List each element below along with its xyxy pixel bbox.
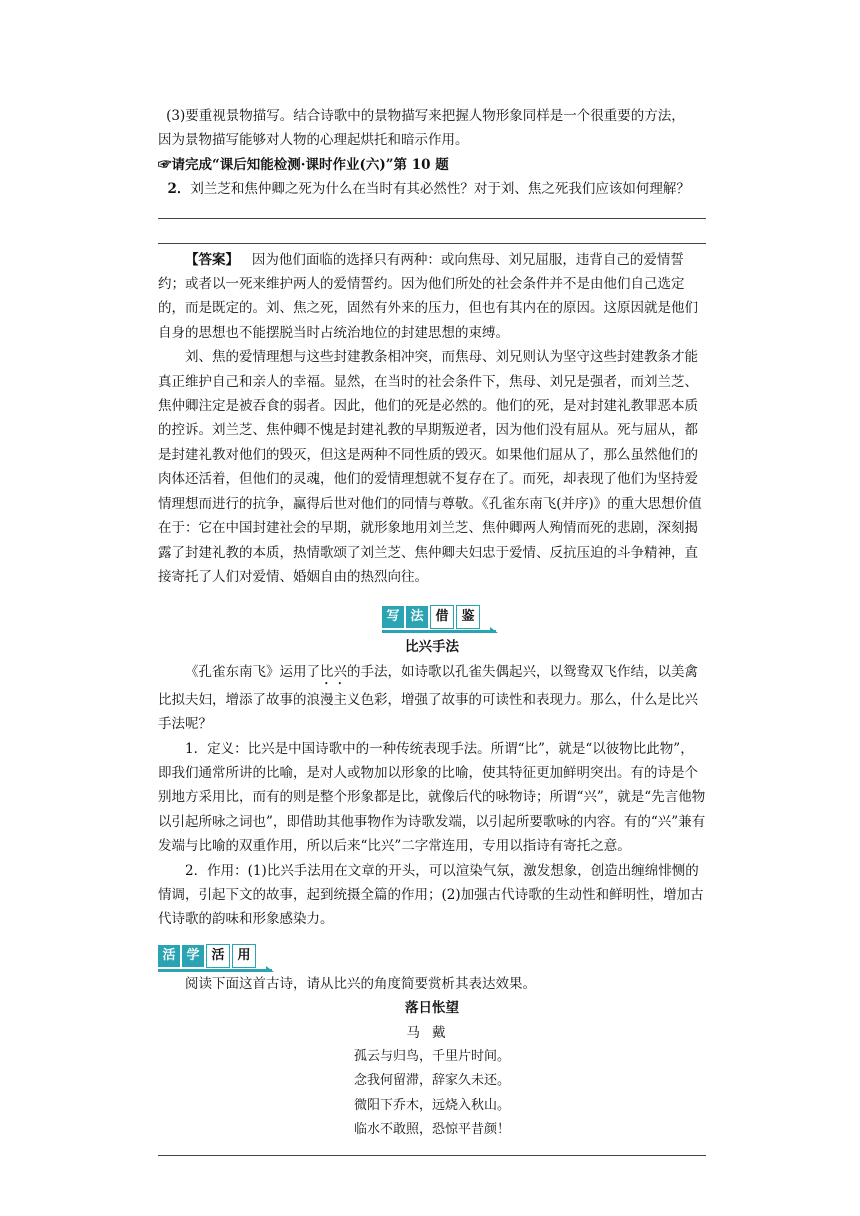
poem-title: 落日怅望 bbox=[405, 1000, 459, 1017]
practice-badge-char-2: 学 bbox=[182, 945, 204, 967]
practice-badge bbox=[158, 944, 258, 968]
main-content bbox=[158, 104, 706, 1164]
practice-badge-tail bbox=[266, 966, 274, 972]
poem-author: 马戴 bbox=[406, 1024, 458, 1041]
badge-char-2: 法 bbox=[406, 606, 428, 628]
question-2 bbox=[158, 177, 706, 201]
question-number: 2． bbox=[167, 181, 191, 198]
answer-paragraph-1 bbox=[158, 248, 706, 346]
definition-paragraph: 1．定义：比兴是中国诗歌中的一种传统表现手法。所谓“比”，就是“以彼物比此物”，即我们通常所讲的比喻，是对人或物加以形象的比喻，使其特征更加鲜明突出。有的诗是个别地方采用比，而有的则是整个形象都是比，就像后代的咏物诗；所谓“兴”，就是“先言他物以引起所咏之词也”，即借助其他事物作为诗歌发端，以引起所要歌咏的内容。有的“兴”兼有发端与比喻的双重作用，所以后来“比兴”二字常连用，专用以指诗有寄托之意。 bbox=[158, 740, 706, 855]
intro-emphasis: 比兴 bbox=[320, 663, 347, 680]
badge-char-4: 鉴 bbox=[456, 605, 480, 629]
writing-reference-badge bbox=[382, 605, 482, 629]
section-intro bbox=[158, 660, 706, 737]
section-banner-writing-reference bbox=[158, 599, 706, 629]
question-text: 刘兰芝和焦仲卿之死为什么在当时有其必然性？对于刘、焦之死我们应该如何理解？ bbox=[190, 181, 690, 198]
homework-prompt: ☞请完成“课后知能检测·课时作业(六)”第 10 题 bbox=[158, 156, 449, 173]
answer-blank-line-3[interactable] bbox=[158, 1143, 706, 1156]
intro-part-a: 《孔雀东南飞》运用了 bbox=[185, 663, 320, 680]
function-paragraph: 2．作用：(1)比兴手法用在文章的开头，可以渲染气氛，激发想象，创造出缠绵悱恻的情调，引起下文的故事，起到统摄全篇的作用；(2)加强古代诗歌的生动性和鲜明性，增加古代诗歌的韵味和形象感染力。 bbox=[158, 862, 704, 928]
badge-tail bbox=[490, 627, 498, 633]
point-3-line-1: (3)要重视景物描写。结合诗歌中的景物描写来把握人物形象同样是一个很重要的方法， bbox=[166, 108, 685, 124]
practice-badge-char-4: 用 bbox=[232, 944, 256, 968]
answer-text-1: 因为他们面临的选择只有两种：或向焦母、刘兄屈服，违背自己的爱情誓约；或者以一死来维护两人的爱情誓约。因为他们所处的社会条件并不是由他们自己选定的，而是既定的。刘、焦之死，固然有外来的压力，但也有其内在的原因。这原因就是他们自身的思想也不能摆脱当时占统治地位的封建思想的束缚。 bbox=[158, 251, 698, 341]
poem-line-3: 微阳下乔木，远烧入秋山。 bbox=[353, 1097, 510, 1113]
practice-badge-underline bbox=[158, 969, 272, 972]
practice-badge-char-3: 活 bbox=[206, 944, 230, 968]
practice-badge-char-1: 活 bbox=[158, 945, 180, 967]
answer-paragraph-2: 刘、焦的爱情理想与这些封建教条相冲突，而焦母、刘兄则认为坚守这些封建教条才能真正维护自己和亲人的幸福。显然，在当时的社会条件下，焦母、刘兄是强者，而刘兰芝、焦仲卿注定是被吞食的弱者。因此，他们的死是必然的。他们的死，是对封建礼教罪恶本质的控诉。刘兰芝、焦仲卿不愧是封建礼教的早期叛逆者，因为他们没有屈从。死与屈从，都是封建礼教对他们的毁灭，但这是两种不同性质的毁灭。如果他们屈从了，那么虽然他们的肉体还活着，但他们的灵魂，他们的爱情理想就不复存在了。而死，却表现了他们为坚持爱情理想而进行的抗争，赢得后世对他们的同情与尊敬。《孔雀东南飞(并序)》的重大思想价值在于：它在中国封建社会的早期，就形象地用刘兰芝、焦仲卿两人殉情而死的悲剧，深刻揭露了封建礼教的本质，热情歌颂了刘兰芝、焦仲卿夫妇忠于爱情、反抗压迫的斗争精神，直接寄托了人们对爱情、婚姻自由的热烈向往。 bbox=[158, 349, 702, 585]
practice-instruction: 阅读下面这首古诗，请从比兴的角度简要赏析其表达效果。 bbox=[185, 975, 536, 992]
point-3-line-2: 因为景物描写能够对人物的心理起烘托和暗示作用。 bbox=[158, 132, 469, 149]
answer-blank-line-1[interactable] bbox=[158, 202, 706, 219]
answer-tag: 【答案】 bbox=[185, 251, 239, 268]
section-title: 比兴手法 bbox=[405, 639, 459, 656]
badge-char-3: 借 bbox=[430, 605, 454, 629]
poem-line-1: 孤云与归鸟，千里片时间。 bbox=[353, 1049, 510, 1064]
badge-underline bbox=[382, 630, 496, 633]
poem-line-2: 念我何留滞，辞家久未还。 bbox=[353, 1073, 510, 1089]
answer-blank-line-2[interactable] bbox=[158, 227, 706, 244]
intro-part-b: 的手法，如诗歌以孔雀失偶起兴，以鸳鸯双飞作结，以美禽比拟夫妇，增添了故事的浪漫主义色彩，增强了故事的可读性和表现力。那么，什么是比兴手法呢？ bbox=[158, 663, 698, 733]
poem-line-4: 临水不敢照，恐惊平昔颜！ bbox=[353, 1122, 510, 1138]
badge-char-1: 写 bbox=[382, 606, 404, 628]
section-banner-practice bbox=[158, 938, 706, 968]
